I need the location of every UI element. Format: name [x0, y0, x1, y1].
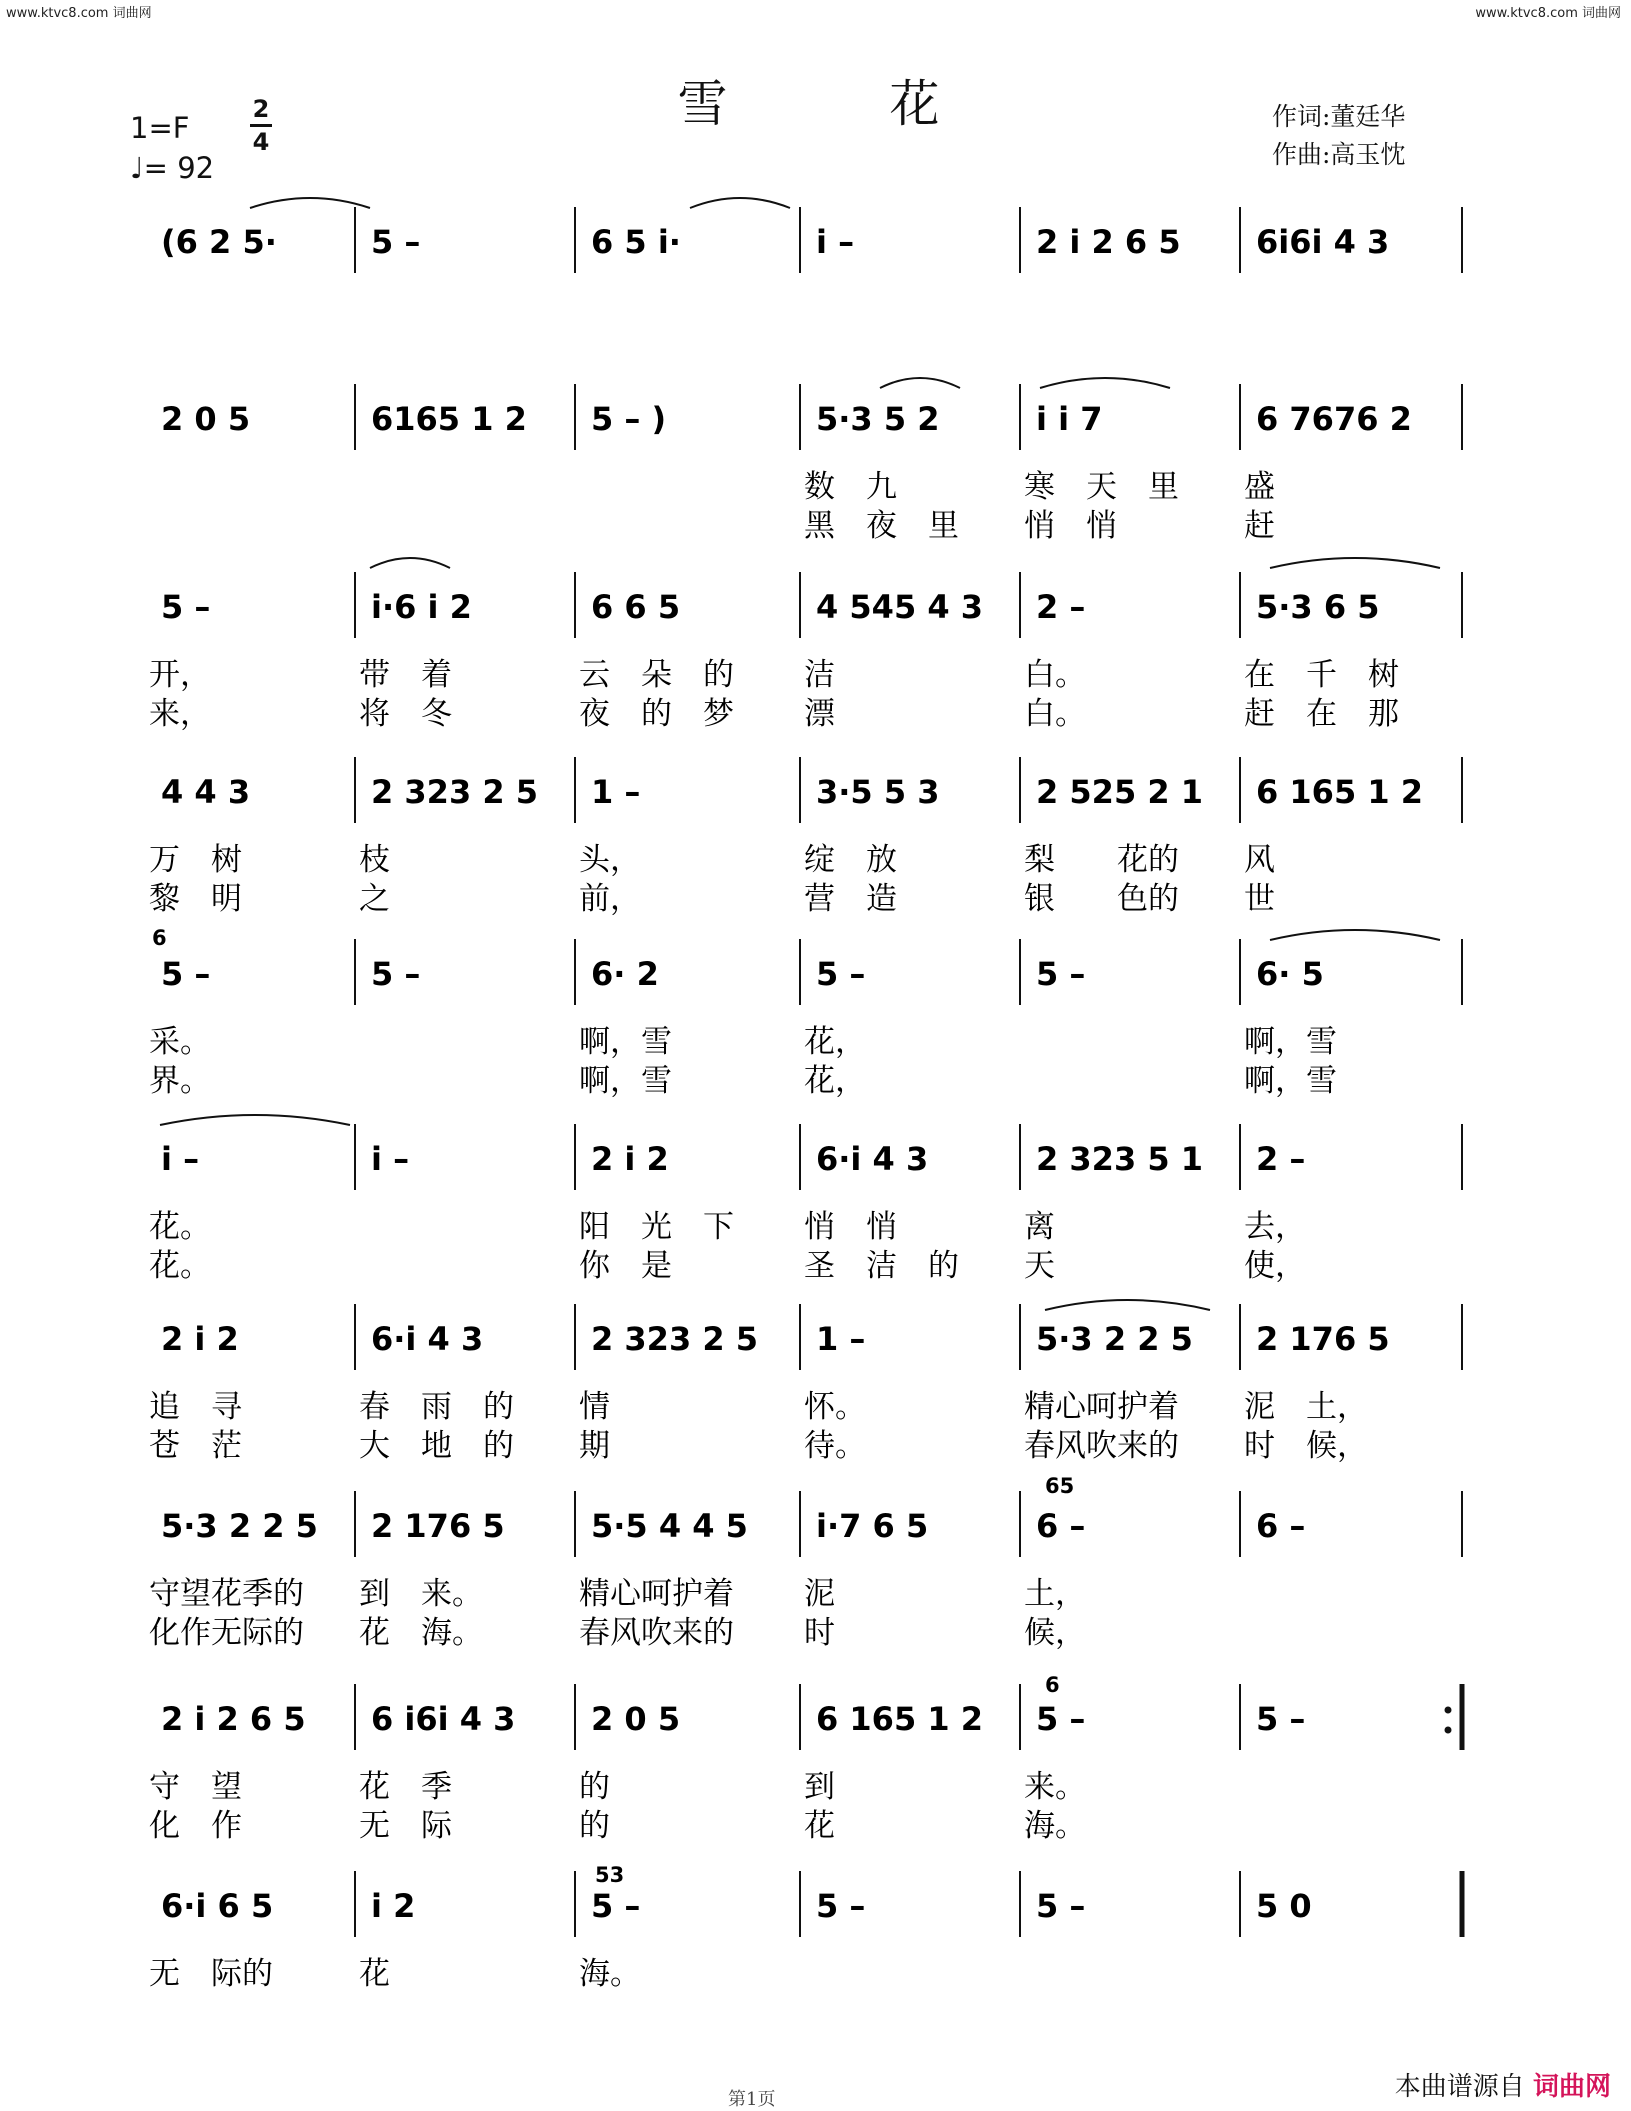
note-group: 6· 2 — [591, 955, 659, 993]
note-group: 6i6i 4 3 — [1256, 223, 1390, 261]
grace-note: 6 — [1045, 1673, 1060, 1697]
lyric-line: 黑 夜 里 — [804, 508, 959, 544]
staff-row — [149, 1304, 1462, 1464]
grace-note: 53 — [595, 1863, 625, 1887]
lyric-line: 期 — [579, 1428, 610, 1464]
lyric-line: 啊，雪 — [579, 1024, 672, 1060]
lyric-line: 花。 — [149, 1209, 211, 1245]
note-group: 6 165 1 2 — [816, 1700, 984, 1738]
staff-row — [149, 1124, 1462, 1284]
lyricist: 作词:董廷华 — [1272, 102, 1406, 131]
brand-logo — [1395, 2066, 1611, 2103]
lyric-line: 夜 的 梦 — [579, 696, 734, 732]
note-group: 2 i 2 6 5 — [161, 1700, 306, 1738]
page-number: 第1页 — [728, 2089, 776, 2110]
note-group: 2 i 2 6 5 — [1036, 223, 1181, 261]
lyric-line: 数 九 — [804, 469, 897, 505]
slur — [1045, 1300, 1210, 1310]
note-group: (6 2 5· — [161, 223, 277, 261]
lyric-line: 离 — [1024, 1209, 1055, 1245]
note-group: 5 – ) — [591, 400, 667, 438]
slur — [250, 198, 370, 208]
lyric-line: 海。 — [1024, 1808, 1086, 1844]
lyric-line: 采。 — [149, 1024, 211, 1060]
watermark-right: www.ktvc8.com 词曲网 — [1475, 6, 1621, 21]
slur — [370, 558, 450, 568]
lyric-line: 化作无际的 — [149, 1615, 304, 1651]
lyric-line: 赶 在 那 — [1244, 696, 1399, 732]
slur — [1270, 558, 1440, 568]
note-group: 5 – — [161, 588, 211, 626]
lyric-line: 来， — [149, 696, 211, 732]
lyric-line: 使， — [1244, 1248, 1306, 1284]
lyric-line: 花 — [804, 1808, 835, 1844]
lyric-line: 绽 放 — [804, 842, 897, 878]
lyric-line: 悄 悄 — [804, 1209, 897, 1245]
note-group: 1 – — [591, 773, 641, 811]
note-group: 5 – — [1036, 1887, 1086, 1925]
lyric-line: 前， — [579, 881, 641, 917]
lyric-line: 花 — [359, 1956, 390, 1992]
note-group: 3·5 5 3 — [816, 773, 940, 811]
lyric-line: 精心呵护着 — [579, 1576, 734, 1612]
lyric-line: 春风吹来的 — [1024, 1428, 1179, 1464]
note-group: i – — [371, 1140, 410, 1178]
lyric-line: 怀。 — [804, 1389, 866, 1425]
time-top: 2 — [252, 95, 270, 123]
lyric-line: 春风吹来的 — [579, 1615, 734, 1651]
lyric-line: 春 雨 的 — [359, 1389, 514, 1425]
note-group: 5·5 4 4 5 — [591, 1507, 748, 1545]
lyric-line: 漂 — [804, 696, 835, 732]
staff-row — [161, 384, 1462, 544]
lyric-line: 花， — [804, 1063, 866, 1099]
slur — [160, 1115, 350, 1125]
lyric-line: 银 色的 — [1024, 881, 1179, 917]
note-group: 2 176 5 — [1256, 1320, 1390, 1358]
lyric-line: 守 望 — [149, 1769, 242, 1805]
lyric-line: 营 造 — [804, 881, 897, 917]
lyric-line: 的 — [579, 1769, 610, 1805]
lyric-line: 之 — [359, 881, 390, 917]
staff-row — [149, 572, 1462, 732]
lyric-line: 万 树 — [149, 842, 242, 878]
lyric-line: 精心呵护着 — [1024, 1389, 1179, 1425]
repeat-dot — [1445, 1727, 1452, 1734]
slur — [1040, 378, 1170, 388]
lyric-line: 待。 — [804, 1428, 866, 1464]
lyric-line: 去， — [1244, 1209, 1306, 1245]
note-group: 5 – — [371, 955, 421, 993]
lyric-line: 云 朵 的 — [579, 657, 734, 693]
note-group: i·7 6 5 — [816, 1507, 929, 1545]
tonality: 1=F — [130, 111, 190, 145]
lyric-line: 无 际的 — [149, 1956, 273, 1992]
lyric-line: 大 地 的 — [359, 1428, 514, 1464]
lyric-line: 花 海。 — [359, 1615, 483, 1651]
grace-note: 65 — [1045, 1474, 1075, 1498]
slur — [690, 198, 790, 208]
lyric-line: 天 — [1024, 1248, 1055, 1284]
grace-note: 6 — [152, 926, 167, 950]
lyric-line: 啊，雪 — [579, 1063, 672, 1099]
note-group: 5 – — [371, 223, 421, 261]
lyric-line: 泥 土， — [1244, 1389, 1368, 1425]
lyric-line: 悄 悄 — [1024, 508, 1117, 544]
note-group: 2 0 5 — [161, 400, 251, 438]
lyric-line: 啊，雪 — [1244, 1063, 1337, 1099]
lyric-line: 枝 — [359, 842, 390, 878]
note-group: 6165 1 2 — [371, 400, 527, 438]
note-group: i·6 i 2 — [371, 588, 472, 626]
lyric-line: 你 是 — [579, 1248, 672, 1284]
watermark-left: www.ktvc8.com 词曲网 — [6, 6, 152, 21]
composer: 作曲:高玉忱 — [1272, 140, 1406, 169]
note-group: 6·i 4 3 — [816, 1140, 929, 1178]
time-bottom: 4 — [252, 128, 270, 156]
lyric-line: 洁 — [804, 657, 835, 693]
note-group: 2 176 5 — [371, 1507, 505, 1545]
note-group: i – — [161, 1140, 200, 1178]
song-title: 雪 花 — [677, 75, 943, 133]
lyric-line: 苍 茫 — [149, 1428, 242, 1464]
note-group: i 2 — [371, 1887, 416, 1925]
lyric-line: 黎 明 — [149, 881, 242, 917]
note-group: 6· 5 — [1256, 955, 1324, 993]
lyric-line: 情 — [579, 1389, 610, 1425]
lyric-line: 时 候， — [1244, 1428, 1368, 1464]
note-group: 6 i6i 4 3 — [371, 1700, 516, 1738]
lyric-line: 泥 — [804, 1576, 835, 1612]
lyric-line: 花 季 — [359, 1769, 452, 1805]
note-group: 5 0 — [1256, 1887, 1312, 1925]
lyric-line: 带 着 — [359, 657, 452, 693]
note-group: 2 323 5 1 — [1036, 1140, 1204, 1178]
note-group: 4 4 3 — [161, 773, 251, 811]
lyric-line: 盛 — [1244, 469, 1275, 505]
repeat-dot — [1445, 1707, 1452, 1714]
lyric-line: 土， — [1024, 1576, 1086, 1612]
note-group: 5·3 2 2 5 — [1036, 1320, 1193, 1358]
note-group: 2 323 2 5 — [591, 1320, 759, 1358]
note-group: i – — [816, 223, 855, 261]
note-group: 6·i 6 5 — [161, 1887, 274, 1925]
lyric-line: 世 — [1244, 881, 1275, 917]
lyric-line: 无 际 — [359, 1808, 452, 1844]
lyric-line: 啊，雪 — [1244, 1024, 1337, 1060]
lyric-line: 白。 — [1024, 657, 1086, 693]
note-group: 2 525 2 1 — [1036, 773, 1204, 811]
lyric-line: 寒 天 里 — [1024, 469, 1179, 505]
lyric-line: 阳 光 下 — [579, 1209, 734, 1245]
note-group: i i 7 — [1036, 400, 1103, 438]
note-group: 6·i 4 3 — [371, 1320, 484, 1358]
note-group: 5 – — [816, 955, 866, 993]
lyric-line: 的 — [579, 1808, 610, 1844]
note-group: 1 – — [816, 1320, 866, 1358]
lyric-line: 守望花季的 — [149, 1576, 304, 1612]
note-group: 2 i 2 — [591, 1140, 669, 1178]
lyric-line: 到 来。 — [359, 1576, 483, 1612]
staff-row — [161, 207, 1462, 273]
note-group: 6 5 i· — [591, 223, 681, 261]
note-group: 6 7676 2 — [1256, 400, 1412, 438]
lyric-line: 追 寻 — [149, 1389, 242, 1425]
note-group: 5·3 6 5 — [1256, 588, 1380, 626]
lyric-line: 开， — [149, 657, 211, 693]
note-group: 2 0 5 — [591, 1700, 681, 1738]
note-group: 5 – — [816, 1887, 866, 1925]
slur — [880, 378, 960, 388]
note-group: 4 545 4 3 — [816, 588, 984, 626]
note-group: 2 i 2 — [161, 1320, 239, 1358]
lyric-line: 在 千 树 — [1244, 657, 1399, 693]
note-group: 5·3 5 2 — [816, 400, 940, 438]
staff-row — [149, 939, 1462, 1099]
staff-row — [149, 757, 1462, 917]
note-group: 6 165 1 2 — [1256, 773, 1424, 811]
lyric-line: 时 — [804, 1615, 835, 1651]
lyric-line: 来。 — [1024, 1769, 1086, 1805]
lyric-line: 到 — [804, 1769, 835, 1805]
brand-text: 本曲谱源自 — [1394, 2072, 1525, 2102]
lyric-line: 花。 — [149, 1248, 211, 1284]
slur — [1270, 930, 1440, 940]
note-group: 5 – — [1036, 1700, 1086, 1738]
note-group: 2 323 2 5 — [371, 773, 539, 811]
staff-row — [149, 1871, 1462, 1992]
note-group: 5 – — [1036, 955, 1086, 993]
lyric-line: 白。 — [1024, 696, 1086, 732]
note-group: 5 – — [1256, 1700, 1306, 1738]
note-group: 2 – — [1036, 588, 1086, 626]
lyric-line: 头， — [579, 842, 641, 878]
tempo: ♩= 92 — [130, 151, 215, 185]
note-group: 5 – — [161, 955, 211, 993]
lyric-line: 梨 花的 — [1024, 842, 1179, 878]
lyric-line: 风 — [1244, 842, 1275, 878]
note-group: 2 – — [1256, 1140, 1306, 1178]
staff-row — [149, 1491, 1462, 1651]
note-group: 5 – — [591, 1887, 641, 1925]
lyric-line: 圣 洁 的 — [804, 1248, 959, 1284]
note-group: 6 – — [1256, 1507, 1306, 1545]
lyric-line: 花， — [804, 1024, 866, 1060]
brand-accent: 词曲网 — [1532, 2072, 1611, 2102]
lyric-line: 海。 — [579, 1956, 641, 1992]
lyric-line: 界。 — [149, 1063, 211, 1099]
staff-row — [149, 1684, 1462, 1844]
note-group: 5·3 2 2 5 — [161, 1507, 318, 1545]
lyric-line: 化 作 — [149, 1808, 242, 1844]
lyric-line: 候， — [1024, 1615, 1086, 1651]
lyric-line: 将 冬 — [359, 696, 452, 732]
note-group: 6 – — [1036, 1507, 1086, 1545]
lyric-line: 赶 — [1244, 508, 1275, 544]
note-group: 6 6 5 — [591, 588, 681, 626]
